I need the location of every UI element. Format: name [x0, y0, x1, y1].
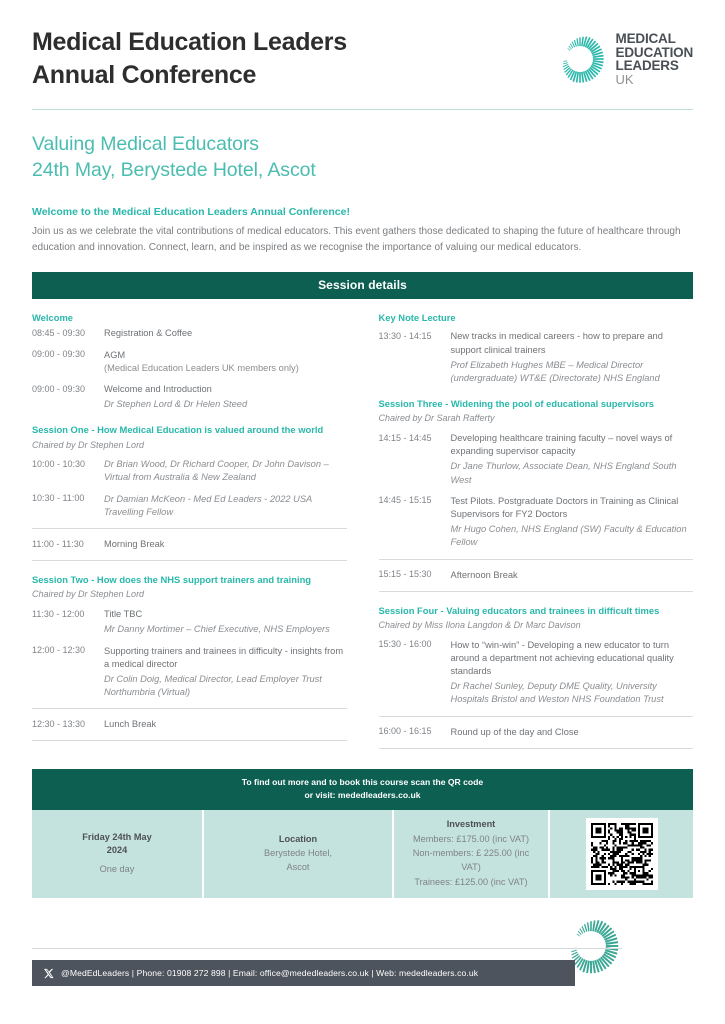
booking-price-trainees: Trainees: £125.00 (inc VAT)	[414, 876, 528, 887]
logo-line-4: UK	[615, 71, 634, 87]
item-time: 12:00 - 12:30	[32, 645, 86, 655]
item-time: 10:00 - 10:30	[32, 458, 86, 469]
schedule-item	[379, 639, 694, 707]
schedule-right-column	[379, 312, 694, 749]
item-subtitle: Dr Brian Wood, Dr Richard Cooper, Dr John Davison – Virtual from Australia & New Zealand	[104, 459, 329, 483]
event-subtitle	[32, 132, 693, 184]
booking-location-line-2: Ascot	[286, 862, 310, 873]
item-title: Welcome and Introduction	[104, 384, 212, 394]
booking-details-row	[32, 810, 693, 898]
item-title: Afternoon Break	[450, 569, 518, 580]
block-heading-session-two: Session Two - How does the NHS support trainers and training	[32, 574, 312, 586]
item-subtitle: Mr Danny Mortimer – Chief Executive, NHS Employers	[104, 624, 330, 635]
schedule-item	[32, 327, 347, 340]
block-heading-session-one: Session One - How Medical Education is valued around the world	[32, 424, 324, 436]
booking-header-line-2: or visit: mededleaders.co.uk	[304, 789, 421, 800]
page-header	[32, 0, 693, 92]
close-item	[379, 716, 694, 749]
welcome-body: Join us as we celebrate the vital contributions of medical educators. This event gathers those dedicated to shaping the future of healthcare through education and innovation. Connect, learn, and be inspired as we recognise the importance of valuing our medical educators.	[32, 225, 681, 254]
break-item-afternoon	[379, 559, 694, 592]
item-time: 15:30 - 16:00	[378, 639, 432, 650]
item-time: 13:30 - 14:15	[378, 330, 432, 341]
session-chair: Chaired by Miss Ilona Langdon & Dr Marc Davison	[378, 620, 581, 630]
session-chair: Chaired by Dr Sarah Rafferty	[378, 413, 495, 424]
schedule-item	[379, 330, 694, 385]
session-details-bar: Session details	[32, 272, 693, 299]
schedule-left-column	[32, 312, 347, 749]
item-subtitle: Dr Damian McKeon - Med Ed Leaders - 2022 USA Travelling Fellow	[104, 493, 312, 517]
title-line-2: Annual Conference	[32, 61, 257, 89]
logo-line-1: MEDICAL	[615, 31, 676, 47]
footer-contact-text: @MedEdLeaders | Phone: 01908 272 898 | Email: office@mededleaders.co.uk | Web: mededleaders.co.uk	[61, 968, 479, 978]
booking-duration: One day	[99, 864, 135, 875]
schedule-columns	[32, 312, 693, 749]
item-title: Supporting trainers and trainees in difficulty - insights from a medical director	[104, 645, 344, 669]
item-time: 10:30 - 11:00	[32, 493, 85, 504]
brand-logo-text	[616, 32, 693, 86]
item-subtitle: Dr Rachel Sunley, Deputy DME Quality, University Hospitals Bristol and Weston NHS Foundation Trust	[450, 681, 664, 705]
block-heading-session-four: Session Four - Valuing educators and trainees in difficult times	[378, 604, 660, 616]
logo-line-2: EDUCATION	[615, 44, 693, 60]
booking-price-non-members: Non-members: £ 225.00 (inc VAT)	[412, 848, 530, 873]
booking-qr-cell[interactable]	[550, 810, 693, 898]
schedule-item	[32, 493, 347, 519]
item-time: 09:00 - 09:30	[32, 383, 86, 394]
item-subtitle: Dr Colin Doig, Medical Director, Lead Employer Trust Northumbria (Virtual)	[104, 673, 322, 698]
item-title: Morning Break	[104, 539, 165, 550]
item-title: Title TBC	[104, 609, 143, 620]
radial-burst-circle-icon	[553, 32, 607, 86]
item-title: Round up of the day and Close	[450, 726, 579, 737]
item-title: Developing healthcare training faculty – novel ways of expanding supervisor capacity	[450, 433, 673, 457]
page-title	[32, 26, 347, 92]
schedule-item	[32, 383, 347, 411]
schedule-item	[32, 349, 347, 375]
header-divider	[32, 109, 693, 110]
subtitle-line-2: 24th May, Berystede Hotel, Ascot	[32, 158, 316, 181]
break-item-morning	[32, 528, 347, 561]
booking-date-line-2: 2024	[106, 844, 128, 855]
item-subtitle: Dr Stephen Lord & Dr Helen Steed	[104, 399, 248, 410]
item-time: 11:00 - 11:30	[32, 538, 84, 549]
logo-line-3: LEADERS	[615, 58, 679, 74]
item-title: AGM	[104, 349, 126, 360]
footer-contact-bar	[32, 960, 575, 986]
item-subtitle: Dr Jane Thurlow, Associate Dean, NHS England South West	[450, 461, 677, 485]
item-title: Registration & Coffee	[104, 328, 193, 339]
booking-panel	[32, 769, 693, 898]
booking-header-line-1: To find out more and to book this course scan the QR code	[241, 776, 484, 787]
schedule-item	[32, 645, 347, 700]
qr-code[interactable]	[586, 818, 658, 890]
booking-date-line-1: Friday 24th May	[82, 831, 152, 842]
schedule-item	[32, 608, 347, 636]
session-chair: Chaired by Dr Stephen Lord	[32, 589, 145, 600]
block-heading-keynote: Key Note Lecture	[378, 312, 456, 324]
block-heading-welcome: Welcome	[32, 312, 73, 324]
welcome-section	[32, 206, 693, 256]
item-title: Lunch Break	[104, 719, 157, 730]
booking-investment-label: Investment	[446, 819, 496, 830]
booking-investment-cell	[394, 810, 550, 898]
item-subtitle: Mr Hugo Cohen, NHS England (SW) Faculty & Education Fellow	[450, 524, 687, 548]
item-subtitle: (Medical Education Leaders UK members only)	[104, 362, 299, 373]
schedule-item	[379, 495, 694, 550]
item-time: 14:45 - 15:15	[378, 495, 432, 506]
item-time: 14:15 - 14:45	[378, 432, 432, 443]
booking-price-members: Members: £175.00 (inc VAT)	[412, 833, 530, 844]
item-title: How to “win-win” - Developing a new educator to turn around a department not achieving educational quality standards	[450, 639, 674, 677]
item-subtitle: Prof Elizabeth Hughes MBE – Medical Director (undergraduate) WT&E (Directorate) NHS England	[450, 359, 660, 383]
booking-location-line-1: Berystede Hotel,	[264, 848, 332, 859]
footer-divider	[32, 948, 622, 949]
schedule-item	[379, 432, 694, 487]
break-item-lunch	[32, 708, 347, 741]
footer-logo	[560, 915, 660, 977]
x-twitter-icon[interactable]	[43, 968, 54, 979]
item-time: 15:15 - 15:30	[378, 569, 432, 580]
item-title: Test Pilots. Postgraduate Doctors in Training as Clinical Supervisors for FY2 Doctors	[450, 495, 679, 520]
booking-date-cell	[32, 810, 204, 898]
item-time: 09:00 - 09:30	[32, 349, 86, 360]
item-time: 12:30 - 13:30	[32, 718, 86, 729]
welcome-heading: Welcome to the Medical Education Leaders Annual Conference!	[32, 205, 350, 218]
qr-code-image	[591, 823, 653, 885]
booking-header	[32, 769, 693, 810]
block-heading-session-three: Session Three - Widening the pool of educational supervisors	[378, 398, 654, 410]
item-time: 08:45 - 09:30	[32, 327, 86, 338]
item-time: 11:30 - 12:00	[32, 608, 85, 619]
session-chair: Chaired by Dr Stephen Lord	[32, 439, 145, 450]
item-title: New tracks in medical careers - how to prepare and support clinical trainers	[450, 331, 663, 355]
booking-location-cell	[204, 810, 394, 898]
schedule-item	[32, 458, 347, 484]
title-line-1: Medical Education Leaders	[32, 28, 347, 56]
item-time: 16:00 - 16:15	[378, 726, 432, 737]
booking-location-label: Location	[278, 833, 318, 844]
subtitle-line-1: Valuing Medical Educators	[32, 133, 259, 155]
brand-logo	[553, 26, 693, 86]
